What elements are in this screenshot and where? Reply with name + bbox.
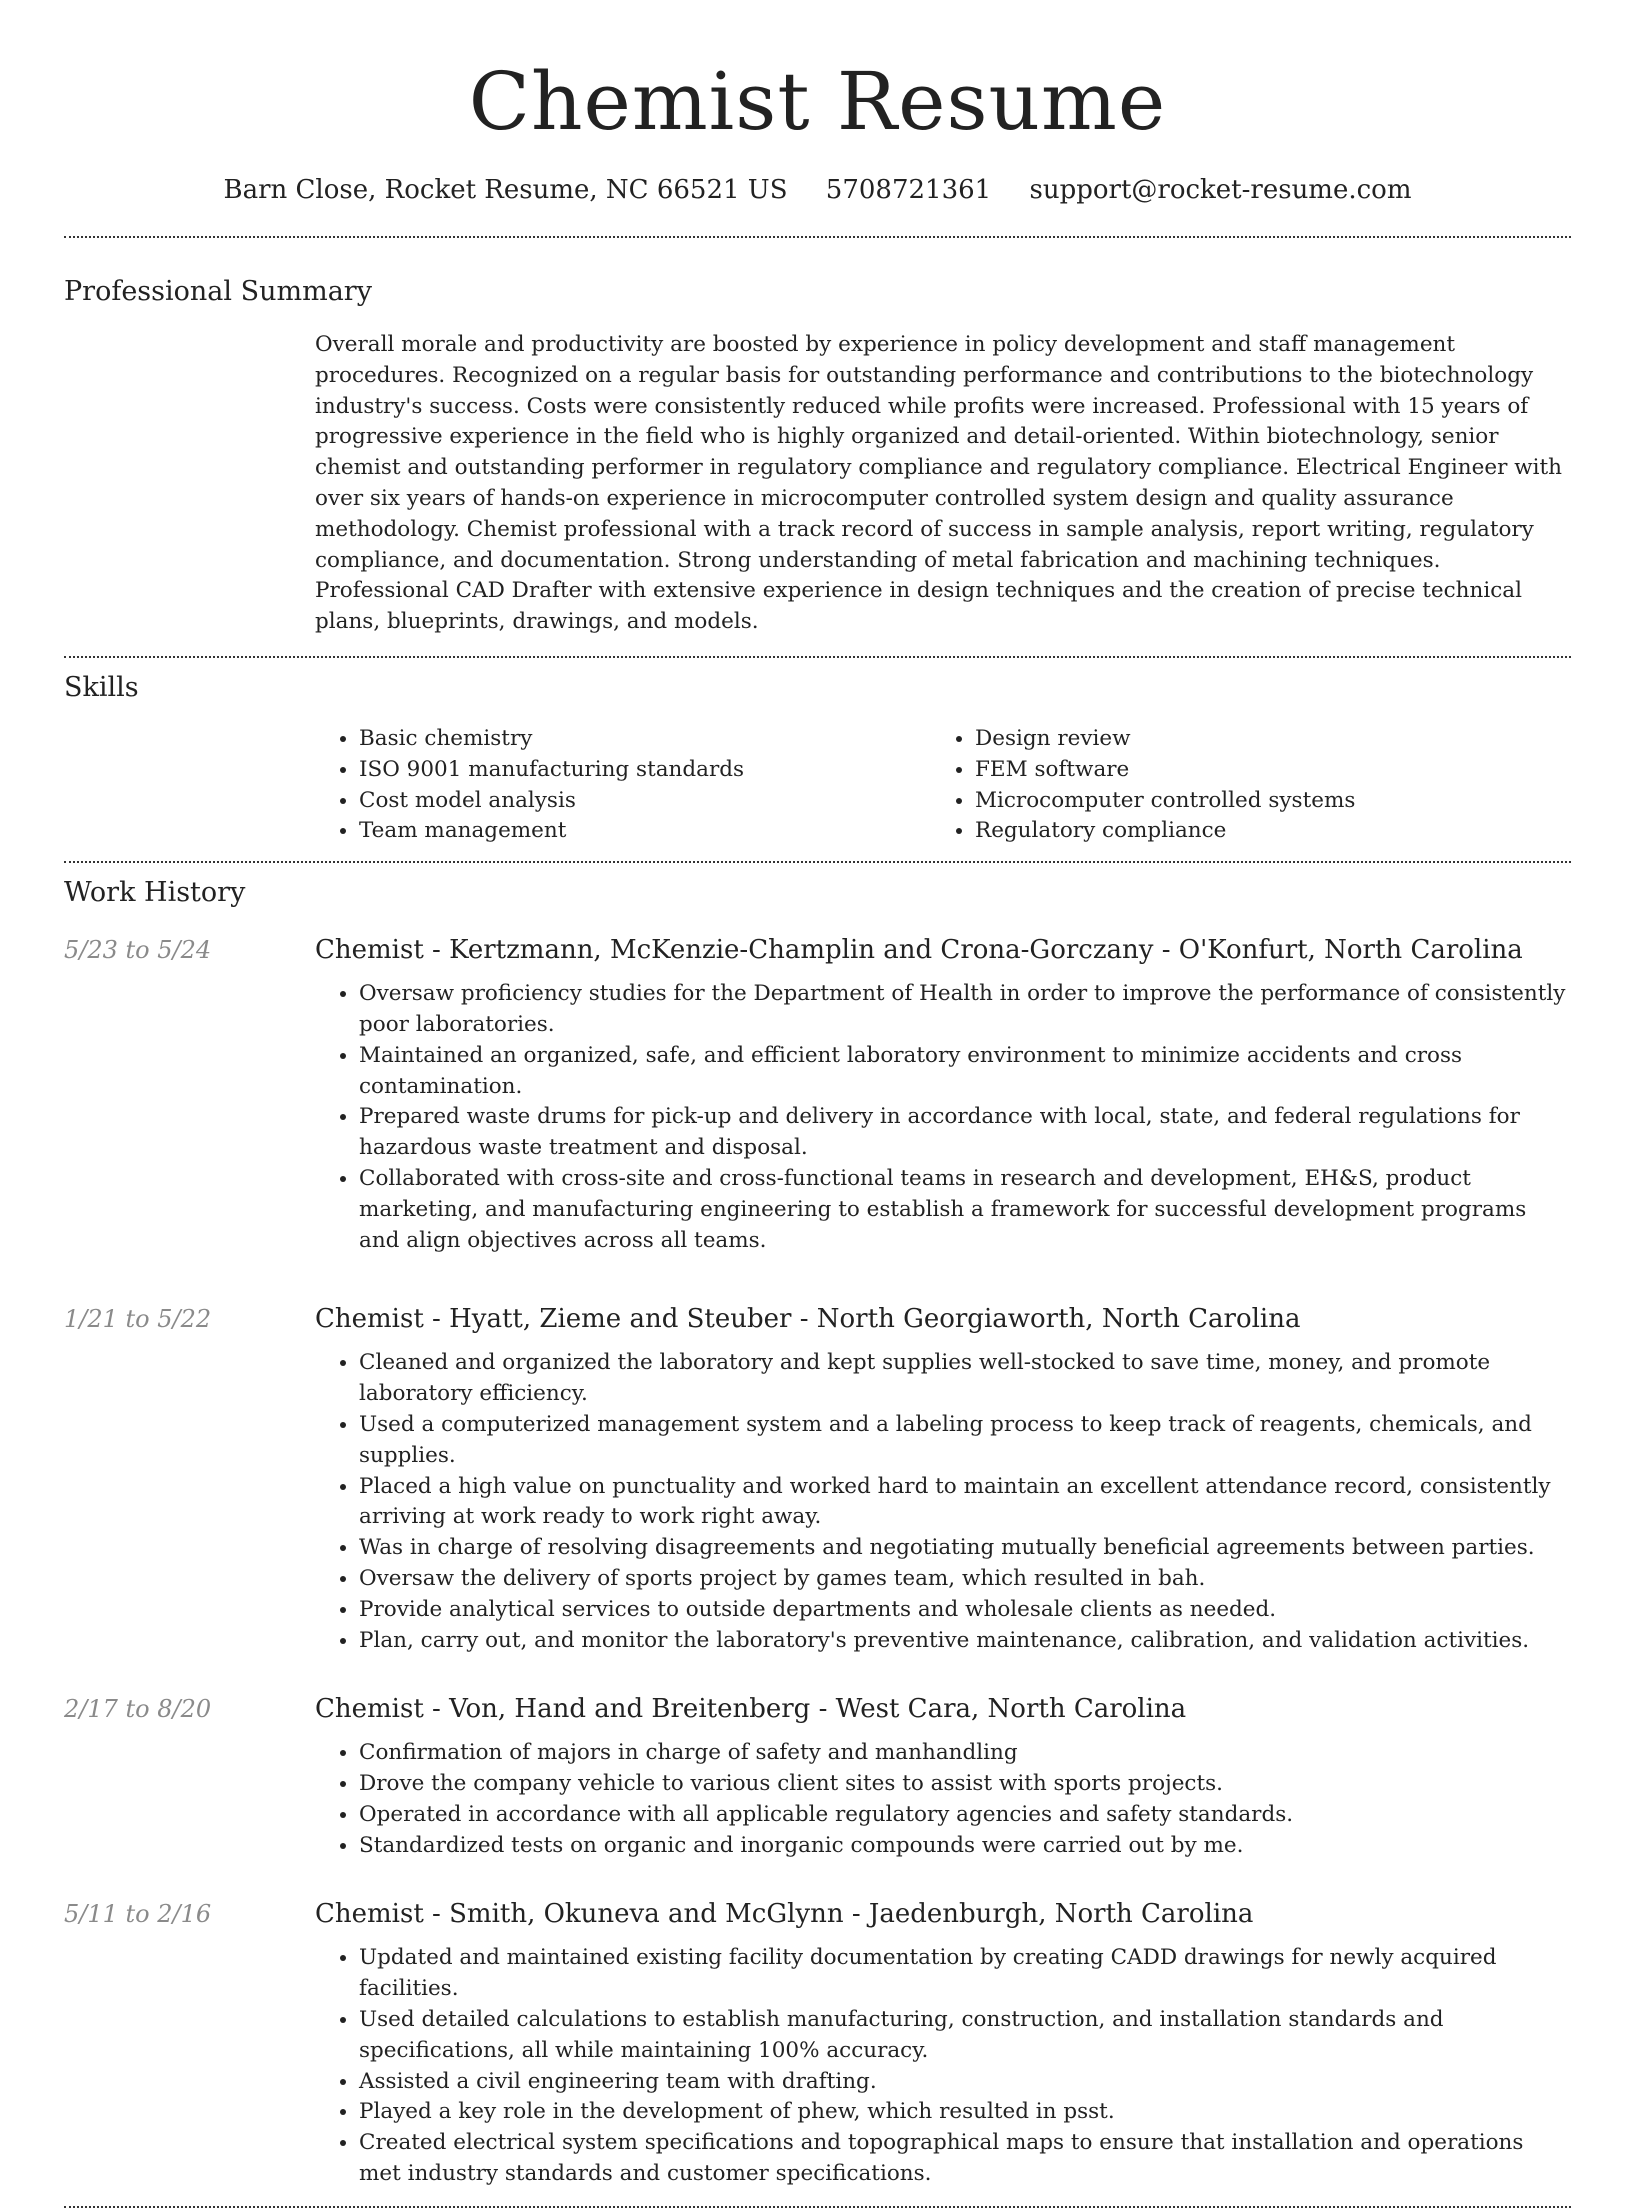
skills-column-right: [931, 724, 1547, 847]
skill-item: • Regulatory compliance: [975, 816, 1547, 847]
job-bullet: • Plan, carry out, and monitor the laboratory's preventive maintenance, calibration, and validation activities.: [359, 1626, 1571, 1657]
job-entry: [64, 1692, 1571, 1861]
job-title: Chemist - Kertzmann, McKenzie-Champlin and Crona-Gorczany - O'Konfurt, North Carolina: [315, 935, 1523, 966]
job-bullet: • Drove the company vehicle to various client sites to assist with sports projects.: [359, 1769, 1571, 1800]
contact-phone: 5708721361: [825, 175, 992, 205]
job-bullet: • Oversaw the delivery of sports project by games team, which resulted in bah.: [359, 1564, 1571, 1595]
job-bullet: • Was in charge of resolving disagreements and negotiating mutually beneficial agreements between parties.: [359, 1533, 1571, 1564]
job-title: Chemist - Smith, Okuneva and McGlynn - Jaedenburgh, North Carolina: [315, 1899, 1254, 1930]
skill-item: • Design review: [975, 724, 1547, 755]
job-bullet: • Assisted a civil engineering team with drafting.: [359, 2067, 1571, 2098]
skills-column-left: [315, 724, 931, 847]
divider: [64, 236, 1571, 238]
contact-address: Barn Close, Rocket Resume, NC 66521 US: [223, 175, 788, 205]
job-bullet: • Used a computerized management system and a labeling process to keep track of reagents, chemicals, and supplies.: [359, 1410, 1571, 1472]
job-dates: 2/17 to 8/20: [64, 1695, 212, 1724]
job-bullet: • Prepared waste drums for pick-up and delivery in accordance with local, state, and federal regulations for hazardous waste treatment and disposal.: [359, 1102, 1571, 1164]
job-title: Chemist - Von, Hand and Breitenberg - West Cara, North Carolina: [315, 1694, 1187, 1725]
summary-text: Overall morale and productivity are boosted by experience in policy development and staff management procedures. Recognized on a regular basis for outstanding performance and contributions to the biotechnology industry's success. Costs were consistently reduced while profits were increased. Professional with 15 years of progressive experience in the field who is highly organized and detail-oriented. Within biotechnology, senior chemist and outstanding performer in regulatory compliance and regulatory compliance. Electrical Engineer with over six years of hands-on experience in microcomputer controlled system design and quality assurance methodology. Chemist professional with a track record of success in sample analysis, report writing, regulatory compliance, and documentation. Strong understanding of metal fabrication and machining techniques. Professional CAD Drafter with extensive experience in design techniques and the creation of precise technical plans, blueprints, drawings, and models.: [315, 332, 1562, 635]
job-bullets: [315, 1348, 1571, 1656]
work-history-heading: Work History: [64, 877, 246, 909]
resume-page: [64, 0, 1571, 2208]
resume-name: Chemist Resume: [468, 55, 1167, 148]
job-bullet: • Maintained an organized, safe, and efficient laboratory environment to minimize accidents and cross contamination.: [359, 1041, 1571, 1103]
job-bullet: • Placed a high value on punctuality and worked hard to maintain an excellent attendance record, consistently arriving at work ready to work right away.: [359, 1472, 1571, 1534]
job-bullets: [315, 1738, 1571, 1861]
job-bullet: • Cleaned and organized the laboratory and kept supplies well-stocked to save time, money, and promote laboratory efficiency.: [359, 1348, 1571, 1410]
summary-heading: Professional Summary: [64, 276, 372, 307]
job-entry: [64, 1897, 1571, 2189]
skill-item: • Cost model analysis: [359, 786, 931, 817]
job-bullet: • Played a key role in the development of phew, which resulted in psst.: [359, 2097, 1571, 2128]
skills-list: [315, 724, 1571, 847]
job-dates: 1/21 to 5/22: [64, 1305, 212, 1334]
divider: [64, 861, 1571, 863]
job-dates: 5/11 to 2/16: [64, 1900, 212, 1929]
skill-item: • Basic chemistry: [359, 724, 931, 755]
divider: [64, 656, 1571, 658]
job-bullet: • Oversaw proficiency studies for the Department of Health in order to improve the performance of consistently poor laboratories.: [359, 979, 1571, 1041]
skill-item: • ISO 9001 manufacturing standards: [359, 755, 931, 786]
job-bullet: • Operated in accordance with all applicable regulatory agencies and safety standards.: [359, 1800, 1571, 1831]
job-bullets: [315, 1943, 1571, 2189]
skill-item: • FEM software: [975, 755, 1547, 786]
job-bullet: • Confirmation of majors in charge of safety and manhandling: [359, 1738, 1571, 1769]
job-bullets: [315, 979, 1571, 1256]
skills-heading: Skills: [64, 671, 139, 703]
job-dates: 5/23 to 5/24: [64, 936, 212, 965]
job-entry: [64, 1302, 1571, 1656]
job-bullet: • Standardized tests on organic and inorganic compounds were carried out by me.: [359, 1831, 1571, 1862]
job-entry: [64, 933, 1571, 1256]
job-bullet: • Collaborated with cross-site and cross-functional teams in research and development, EH&S, product marketing, and manufacturing engineering to establish a framework for successful development programs and align objectives across all teams.: [359, 1164, 1571, 1256]
skill-item: • Team management: [359, 816, 931, 847]
contact-email: support@rocket-resume.com: [1029, 175, 1412, 205]
job-bullet: • Created electrical system specifications and topographical maps to ensure that installation and operations met industry standards and customer specifications.: [359, 2128, 1571, 2190]
skill-item: • Microcomputer controlled systems: [975, 786, 1547, 817]
job-title: Chemist - Hyatt, Zieme and Steuber - North Georgiaworth, North Carolina: [315, 1304, 1301, 1335]
job-bullet: • Provide analytical services to outside departments and wholesale clients as needed.: [359, 1595, 1571, 1626]
contact-line: [64, 172, 1571, 208]
job-bullet: • Updated and maintained existing facility documentation by creating CADD drawings for newly acquired facilities.: [359, 1943, 1571, 2005]
job-bullet: • Used detailed calculations to establish manufacturing, construction, and installation standards and specifications, all while maintaining 100% accuracy.: [359, 2005, 1571, 2067]
